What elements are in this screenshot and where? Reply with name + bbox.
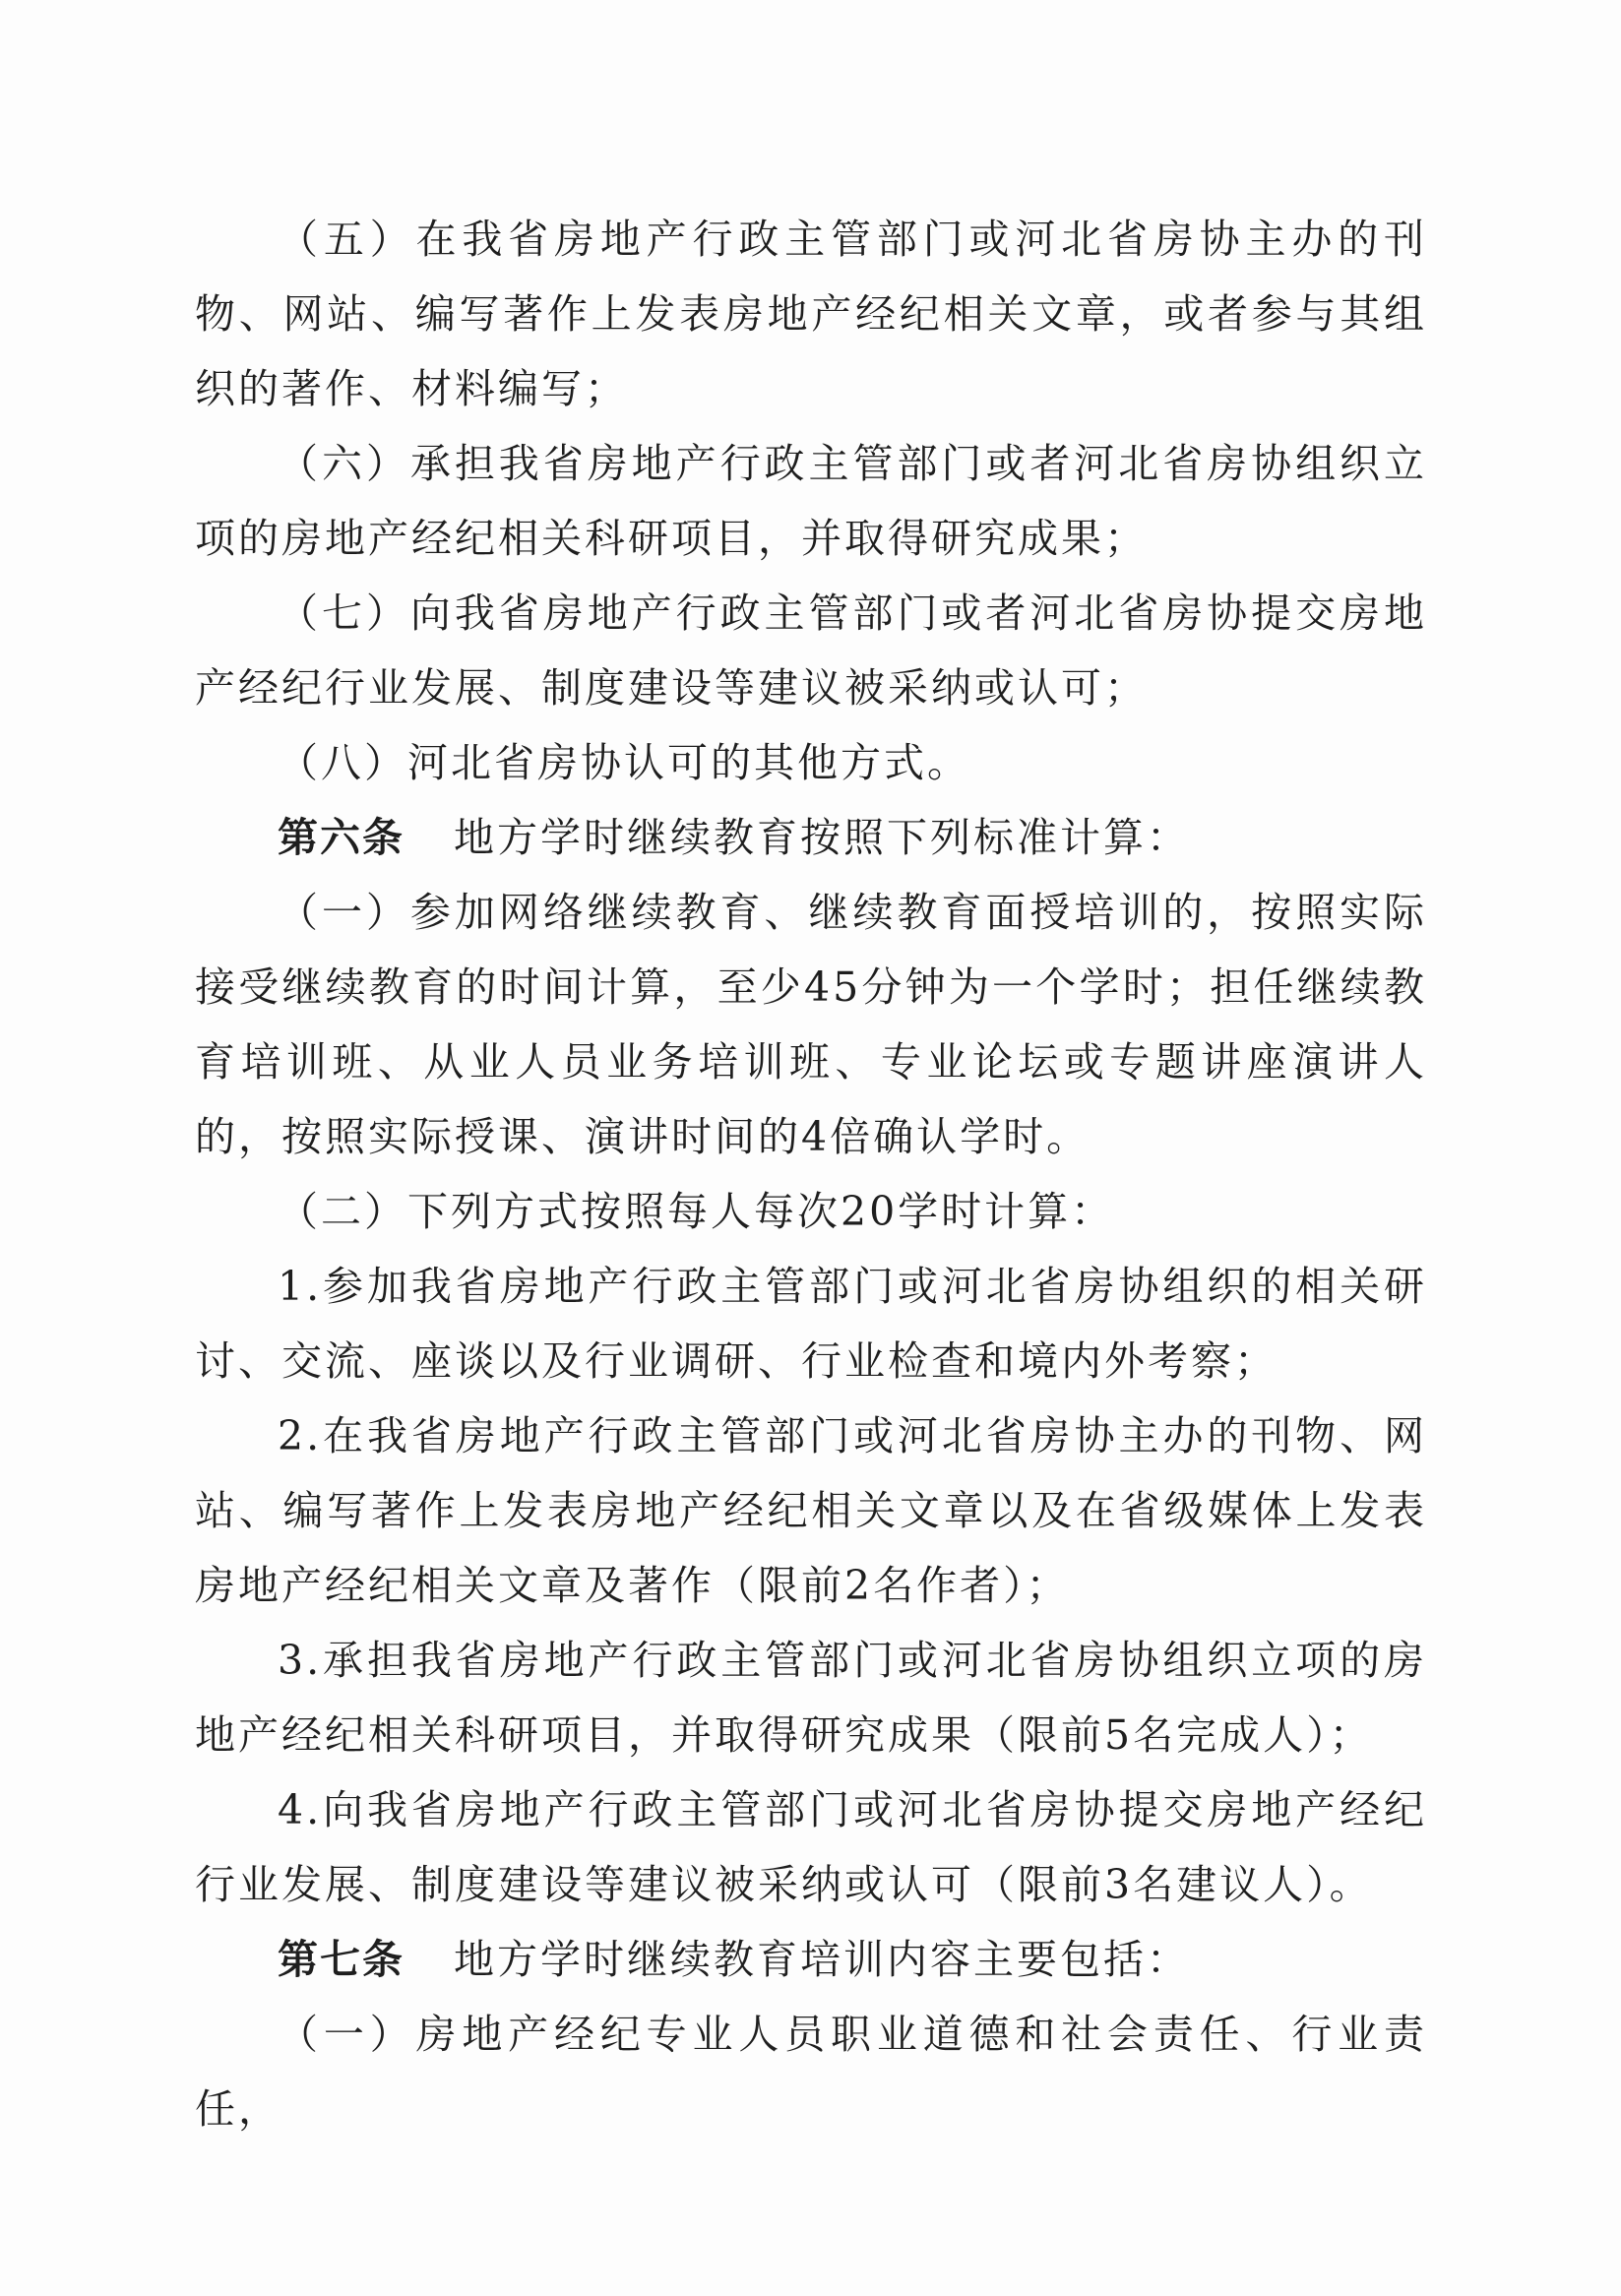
paragraph-text: 1.参加我省房地产行政主管部门或河北省房协组织的相关研讨、交流、座谈以及行业调研、行业检查和境内外考察； [195,1263,1427,1385]
article-label: 第六条 [278,814,405,861]
paragraph-text: （一）参加网络继续教育、继续教育面授培训的，按照实际接受继续教育的时间计算，至少45分钟为一个学时；担任继续教育培训班、从业人员业务培训班、专业论坛或专题讲座演讲人的，按照实际授课、演讲时间的4倍确认学时。 [195,889,1427,1160]
sub-item-2 [195,1398,1427,1623]
document-body [195,202,1427,2146]
paragraph-text: 4.向我省房地产行政主管部门或河北省房协提交房地产经纪行业发展、制度建设等建议被采纳或认可（限前3名建议人）。 [195,1786,1427,1908]
paragraph-text: 2.在我省房地产行政主管部门或河北省房协主办的刊物、网站、编写著作上发表房地产经纪相关文章以及在省级媒体上发表房地产经纪相关文章及著作（限前2名作者）； [195,1412,1427,1609]
paragraph-item-8 [195,725,1427,800]
paragraph-text: （七）向我省房地产行政主管部门或者河北省房协提交房地产经纪行业发展、制度建设等建议被采纳或认可； [195,590,1427,712]
content-item-1 [195,1997,1427,2146]
sub-item-1 [195,1249,1427,1398]
clause-1 [195,875,1427,1174]
clause-2 [195,1174,1427,1249]
sub-item-3 [195,1623,1427,1772]
paragraph-item-7 [195,576,1427,725]
article-text: 地方学时继续教育培训内容主要包括： [454,1936,1190,1983]
paragraph-text: （二）下列方式按照每人每次20学时计算： [278,1188,1115,1235]
paragraph-text: 3.承担我省房地产行政主管部门或河北省房协组织立项的房地产经纪相关科研项目，并取得研究成果（限前5名完成人）； [195,1637,1427,1759]
paragraph-text: （六）承担我省房地产行政主管部门或者河北省房协组织立项的房地产经纪相关科研项目，并取得研究成果； [195,440,1427,562]
article-6 [195,800,1427,875]
sub-item-4 [195,1772,1427,1922]
article-7 [195,1922,1427,1997]
paragraph-text: （一）房地产经纪专业人员职业道德和社会责任、行业责任， [195,2011,1427,2133]
paragraph-item-6 [195,426,1427,576]
article-text: 地方学时继续教育按照下列标准计算： [454,814,1190,861]
article-label: 第七条 [278,1936,405,1983]
paragraph-text: （五）在我省房地产行政主管部门或河北省房协主办的刊物、网站、编写著作上发表房地产经纪相关文章，或者参与其组织的著作、材料编写； [195,216,1427,412]
paragraph-item-5 [195,202,1427,426]
paragraph-text: （八）河北省房协认可的其他方式。 [278,739,970,786]
